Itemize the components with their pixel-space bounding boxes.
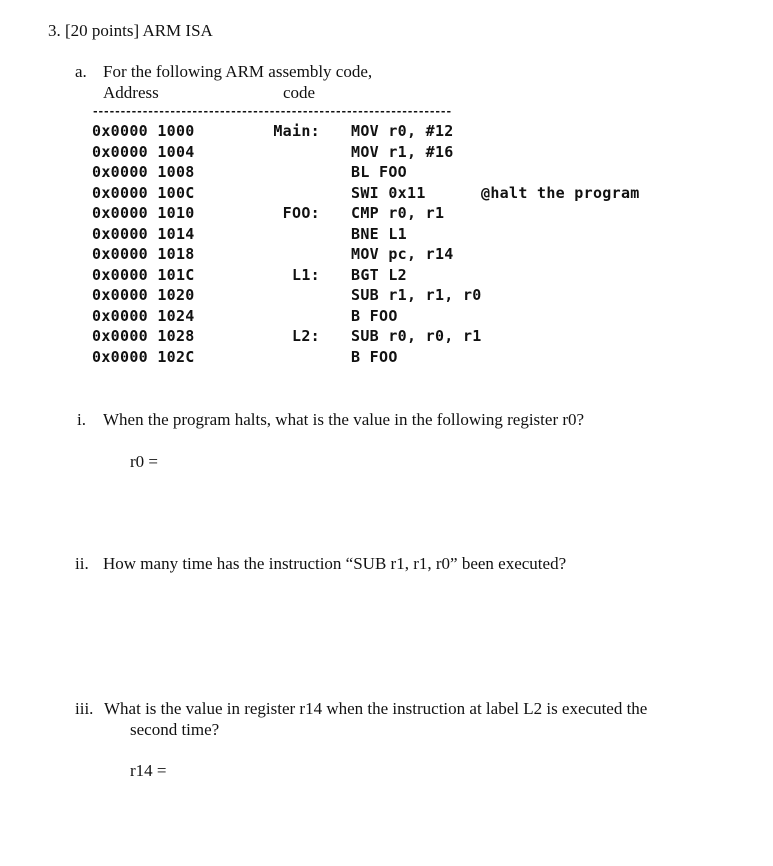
table-divider: ----------------------------------------------------------------- [92, 105, 451, 118]
code-address: 0x0000 1000 [92, 122, 195, 140]
code-row [92, 326, 732, 347]
subquestion-iii-text-line2: second time? [130, 720, 220, 739]
code-address: 0x0000 100C [92, 183, 195, 202]
code-row [92, 162, 732, 183]
code-row [92, 142, 732, 163]
subquestion-i-marker: i. [77, 410, 86, 429]
subquestion-ii-marker: ii. [75, 554, 89, 573]
code-address: 0x0000 101C [92, 265, 195, 284]
code-address: 0x0000 1024 [92, 306, 195, 325]
code-instruction: B FOO [351, 306, 398, 325]
code-address: 0x0000 1018 [92, 245, 195, 263]
code-label: L1: [292, 265, 320, 284]
part-a-text: For the following ARM assembly code, [103, 62, 373, 81]
code-row [92, 347, 732, 368]
code-row [92, 183, 732, 204]
part-a-marker: a. [75, 62, 87, 81]
code-row [92, 306, 732, 327]
subquestion-iii-marker: iii. [75, 699, 94, 718]
code-instruction: MOV pc, r14 [351, 245, 454, 263]
code-instruction: CMP r0, r1 [351, 204, 445, 222]
answer-label-r14: r14 = [130, 761, 167, 780]
code-row [92, 244, 732, 265]
subquestion-iii-text-line1: What is the value in register r14 when the instruction at label L2 is executed the [104, 699, 648, 718]
code-instruction: B FOO [351, 347, 398, 366]
code-row [92, 203, 732, 224]
code-address: 0x0000 1008 [92, 163, 195, 181]
code-row [92, 265, 732, 286]
code-instruction: BL FOO [351, 163, 407, 181]
question-header: 3. [20 points] ARM ISA [48, 21, 213, 40]
code-label: FOO: [282, 204, 320, 222]
code-instruction: SUB r1, r1, r0 [351, 286, 482, 304]
code-instruction: MOV r0, #12 [351, 122, 454, 140]
subquestion-ii-text: How many time has the instruction “SUB r1, r1, r0” been executed? [103, 554, 567, 573]
code-comment: @halt the program [481, 183, 640, 202]
code-instruction: SUB r0, r0, r1 [351, 327, 482, 345]
code-label: L2: [292, 327, 320, 345]
code-address: 0x0000 102C [92, 347, 195, 366]
code-row [92, 121, 732, 142]
code-address: 0x0000 1020 [92, 286, 195, 304]
code-address: 0x0000 1010 [92, 204, 195, 222]
code-instruction: BGT L2 [351, 265, 407, 284]
code-instruction: BNE L1 [351, 224, 407, 243]
subquestion-i-text: When the program halts, what is the value in the following register r0? [103, 410, 585, 429]
code-row [92, 224, 732, 245]
code-instruction: SWI 0x11 [351, 183, 426, 202]
code-address: 0x0000 1014 [92, 224, 195, 243]
code-address: 0x0000 1028 [92, 327, 195, 345]
code-row [92, 285, 732, 306]
answer-label-r0: r0 = [130, 452, 158, 471]
column-header-code: code [283, 83, 316, 102]
code-address: 0x0000 1004 [92, 142, 195, 161]
code-instruction: MOV r1, #16 [351, 142, 454, 161]
column-header-address: Address [103, 83, 159, 102]
assembly-code-listing [92, 121, 732, 367]
code-label: Main: [273, 122, 320, 140]
